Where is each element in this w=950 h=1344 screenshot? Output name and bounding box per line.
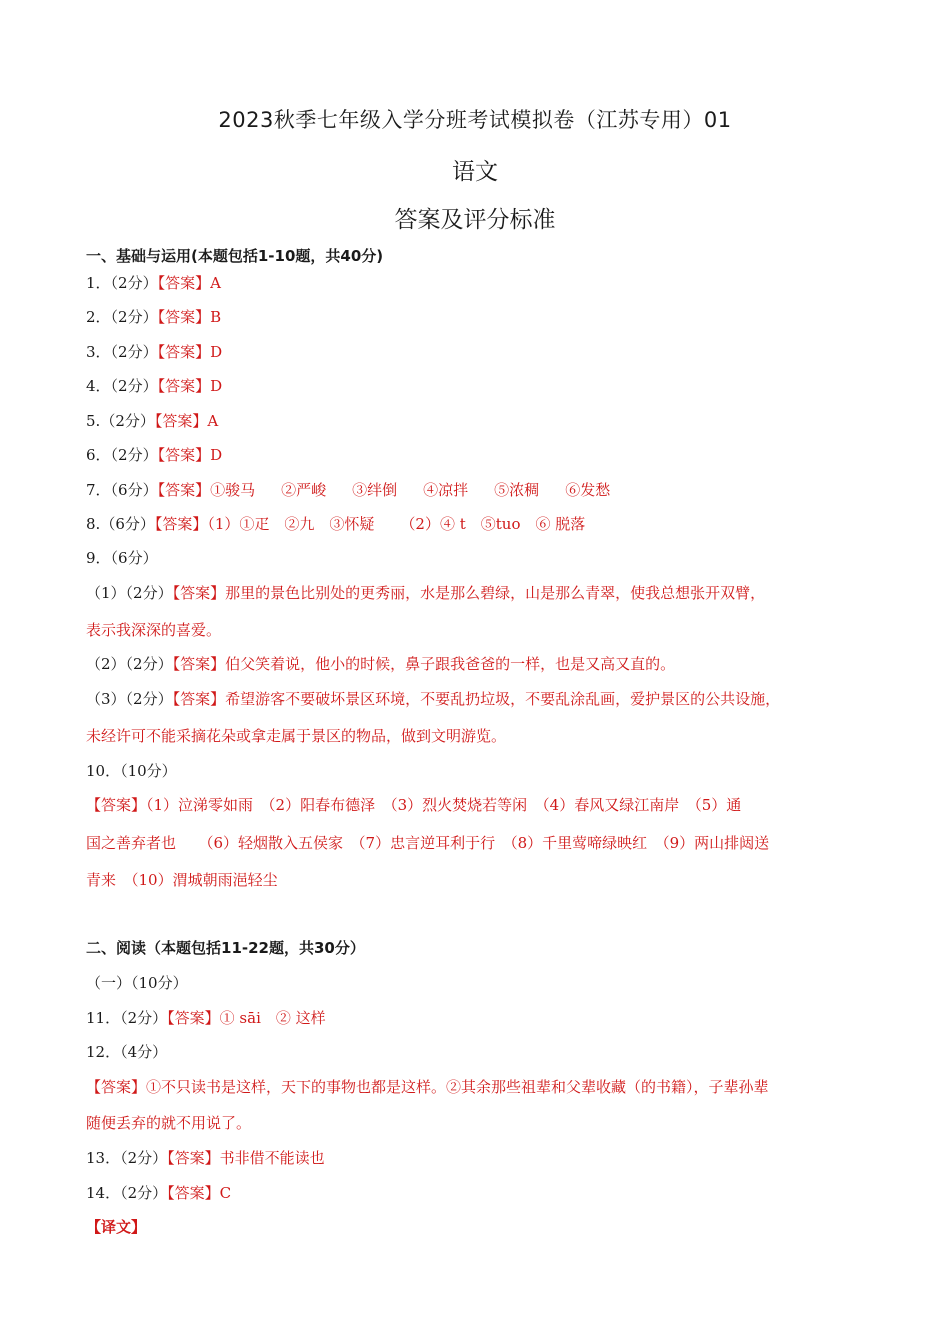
answer-text: （2）④ t ⑤tuo ⑥ 脱落 xyxy=(400,515,586,533)
question-5 xyxy=(86,410,218,431)
question-9-part-3-cont: 未经许可不能采摘花朵或拿走属于景区的物品，做到文明游览。 xyxy=(86,727,507,745)
answer-item: ①骏马 xyxy=(210,481,256,499)
answer-text: D xyxy=(210,343,223,361)
answer-text: 伯父笑着说，他小的时候，鼻子跟我爸爸的一样，也是又高又直的。 xyxy=(225,655,676,673)
answer-text: C xyxy=(219,1184,232,1202)
answer-text: 希望游客不要破坏景区环境，不要乱扔垃圾，不要乱涂乱画，爱护景区的公共设施， xyxy=(225,690,781,708)
question-number: 3． xyxy=(86,343,111,361)
answer-text: A xyxy=(207,412,219,430)
question-score: （2分） xyxy=(110,377,158,395)
question-score: （10分） xyxy=(120,762,177,780)
sub-question-score: （1）（2分） xyxy=(86,584,173,602)
question-number: 14． xyxy=(86,1184,121,1202)
question-9-part-1-cont: 表示我深深的喜爱。 xyxy=(86,621,222,639)
question-number: 5. xyxy=(86,412,101,430)
question-score: （2分） xyxy=(120,1009,168,1027)
subject-title: 语文 xyxy=(452,159,498,185)
sub-question-score: （2）（2分） xyxy=(86,655,173,673)
section-1-title: 一、基础与运用(本题包括1-10题，共40分) xyxy=(86,247,384,265)
question-score: （6分） xyxy=(100,515,155,533)
question-11 xyxy=(86,1007,326,1028)
question-score: （2分） xyxy=(110,274,158,292)
answer-tag: 【答案】 xyxy=(157,343,211,361)
question-number: 13． xyxy=(86,1149,121,1167)
answer-text: B xyxy=(210,308,222,326)
answer-item: ④凉拌 xyxy=(423,481,469,499)
question-score: （2分） xyxy=(100,412,155,430)
question-6 xyxy=(86,444,222,465)
question-number: 1． xyxy=(86,274,111,292)
question-10-answer-end: 青来 （10）渭城朝雨浥轻尘 xyxy=(86,871,278,889)
answer-item: ⑤浓稠 xyxy=(494,481,540,499)
answer-tag: 【答案】 xyxy=(172,690,226,708)
question-number: 4． xyxy=(86,377,111,395)
reading-part-1: （一）（10分） xyxy=(86,974,188,992)
answer-text: A xyxy=(210,274,221,292)
question-13 xyxy=(86,1147,325,1168)
answer-item: ③绊倒 xyxy=(352,481,398,499)
answer-text: D xyxy=(210,377,223,395)
question-8 xyxy=(86,513,585,534)
question-score: （2分） xyxy=(120,1149,168,1167)
question-12-answer xyxy=(86,1076,769,1097)
answer-text: （1）①疋 ②九 ③怀疑 xyxy=(207,515,375,533)
answer-tag: 【答案】 xyxy=(157,274,211,292)
answer-tag: 【答案】 xyxy=(157,308,211,326)
question-score: （2分） xyxy=(120,1184,168,1202)
answer-tag: 【答案】 xyxy=(157,481,211,499)
answer-text: ① sāi ② 这样 xyxy=(219,1009,326,1027)
answer-text: 那里的景色比别处的更秀丽，水是那么碧绿，山是那么青翠，使我总想张开双臂， xyxy=(225,584,766,602)
answer-text: D xyxy=(210,446,223,464)
section-2-title: 二、阅读（本题包括11-22题，共30分） xyxy=(86,939,365,957)
question-9-part-3 xyxy=(86,688,780,709)
question-score: （2分） xyxy=(110,308,158,326)
question-score: （6分） xyxy=(110,481,158,499)
question-number: 7． xyxy=(86,481,111,499)
answer-tag: 【答案】 xyxy=(172,655,226,673)
question-9-part-2 xyxy=(86,653,675,674)
question-number: 10． xyxy=(86,762,121,780)
answer-tag: 【答案】 xyxy=(154,515,208,533)
question-number: 9． xyxy=(86,549,111,567)
question-10-answer-cont: 国之善弃者也 （6）轻烟散入五侯家 （7）忠言逆耳利于行 （8）千里莺啼绿映红 （9）两山排闼送 xyxy=(86,834,770,852)
answer-tag: 【答案】 xyxy=(167,1184,220,1202)
question-4 xyxy=(86,375,222,396)
question-3 xyxy=(86,341,222,362)
answer-text: （1）泣涕零如雨 （2）阳春布德泽 （3）烈火焚烧若等闲 （4）春风又绿江南岸 （5）通 xyxy=(146,796,742,814)
answer-item: ②严峻 xyxy=(281,481,327,499)
answer-tag: 【答案】 xyxy=(167,1149,220,1167)
question-number: 6． xyxy=(86,446,111,464)
answer-tag: 【答案】 xyxy=(86,1078,147,1096)
question-number: 11． xyxy=(86,1009,121,1027)
question-score: （4分） xyxy=(120,1043,168,1061)
answer-text: 书非借不能读也 xyxy=(219,1149,325,1167)
question-score: （2分） xyxy=(110,343,158,361)
translation-tag: 【译文】 xyxy=(86,1218,147,1236)
question-12-answer-cont: 随便丢弃的就不用说了。 xyxy=(86,1114,252,1132)
question-9-part-1 xyxy=(86,582,765,603)
question-number: 2． xyxy=(86,308,111,326)
answer-tag: 【答案】 xyxy=(86,796,147,814)
answer-heading: 答案及评分标准 xyxy=(394,207,556,233)
answer-item: ⑥发愁 xyxy=(565,481,611,499)
question-14 xyxy=(86,1182,231,1203)
question-number: 12． xyxy=(86,1043,121,1061)
document-title: 2023秋季七年级入学分班考试模拟卷（江苏专用）01 xyxy=(218,108,732,132)
answer-tag: 【答案】 xyxy=(154,412,208,430)
answer-tag: 【答案】 xyxy=(157,446,211,464)
question-2 xyxy=(86,306,221,327)
question-score: （2分） xyxy=(110,446,158,464)
question-score: （6分） xyxy=(110,549,158,567)
sub-question-score: （3）（2分） xyxy=(86,690,173,708)
question-10 xyxy=(86,760,177,781)
answer-tag: 【答案】 xyxy=(167,1009,220,1027)
answer-text: ①不只读书是这样，天下的事物也都是这样。②其余那些祖辈和父辈收藏（的书籍），子辈孙辈 xyxy=(146,1078,769,1096)
question-10-answer xyxy=(86,794,741,815)
question-1 xyxy=(86,272,221,293)
question-12 xyxy=(86,1041,167,1062)
answer-tag: 【答案】 xyxy=(157,377,211,395)
question-number: 8. xyxy=(86,515,101,533)
question-7 xyxy=(86,479,610,500)
question-9 xyxy=(86,547,158,568)
answer-tag: 【答案】 xyxy=(172,584,226,602)
